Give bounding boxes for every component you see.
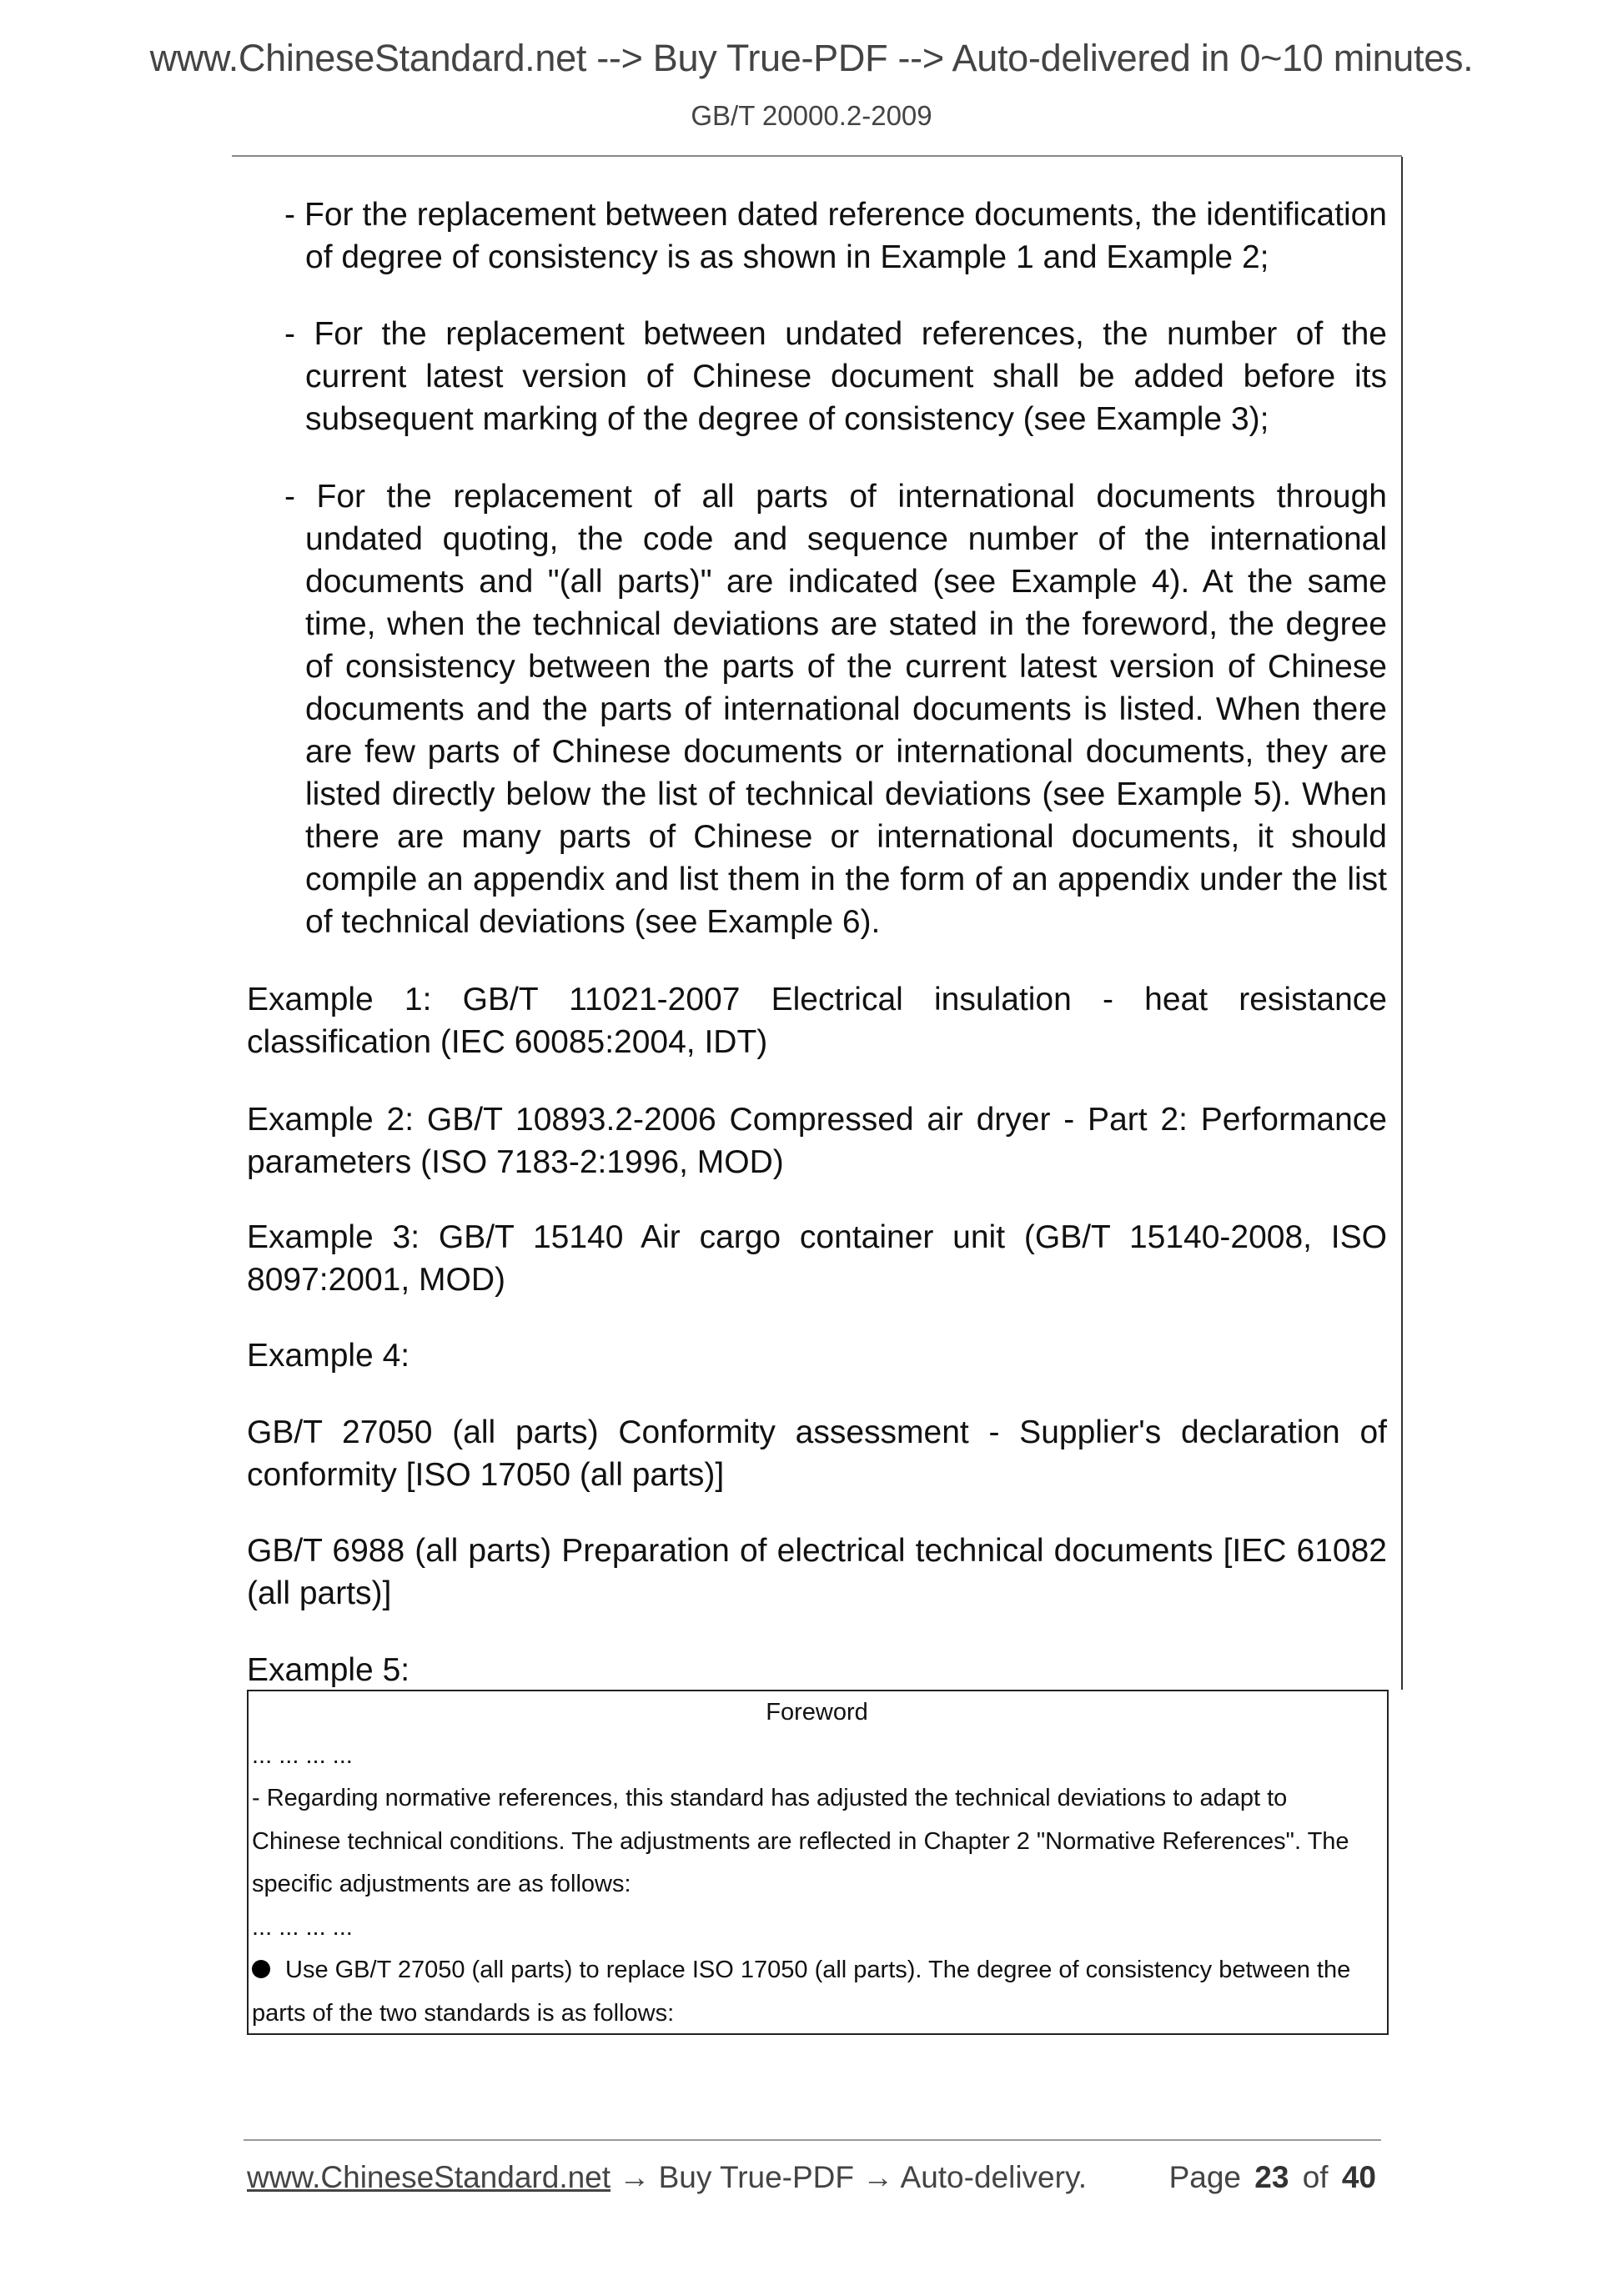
box-bullet-line <box>252 1949 1382 1992</box>
page-number: 23 <box>1254 2160 1289 2194</box>
foreword-example-box <box>247 1690 1389 2035</box>
bullet-dated-references: - For the replacement between dated reference documents, the identification of degree of consistency is as shown in Example 1 and Example 2; <box>284 197 1387 275</box>
page-indicator <box>1168 2160 1376 2195</box>
footer-link[interactable]: www.ChineseStandard.net <box>247 2160 611 2194</box>
example-4-label: Example 4: <box>247 1338 410 1374</box>
page-border-right <box>1401 157 1403 1690</box>
bullet-all-parts: - For the replacement of all parts of international documents through undated quoting, the code and sequence number of the international documents and "(all parts)" are indicated (see Example 4). At the same time, when the technical deviations are stated in the foreword, the degree of consistency between the parts of the current latest version of Chinese documents and the parts of international documents is listed. When there are few parts of Chinese documents or international documents, they are listed directly below the list of technical deviations (see Example 5). When there are many parts of Chinese or international documents, it should compile an appendix and list them in the form of an appendix under the list of technical deviations (see Example 6). <box>284 479 1387 940</box>
example-3: Example 3: GB/T 15140 Air cargo container unit (GB/T 15140-2008, ISO 8097:2001, MOD) <box>247 1219 1387 1298</box>
ellipsis: ... ... ... ... <box>252 1741 353 1769</box>
bullet-dot-icon <box>252 1960 270 1978</box>
footer-text <box>247 2160 1087 2195</box>
ellipsis: ... ... ... ... <box>252 1913 353 1941</box>
box-line: Chinese technical conditions. The adjustments are reflected in Chapter 2 "Normative References". The <box>252 1827 1349 1855</box>
header-divider <box>232 155 1402 157</box>
box-title: Foreword <box>766 1699 868 1726</box>
footer-tail: → Buy True-PDF → Auto-delivery. <box>611 2160 1087 2194</box>
bullet-undated-references: - For the replacement between undated references, the number of the current latest version of Chinese document shall be added before its subsequent marking of the degree of consistency (see Example 3); <box>284 316 1387 437</box>
box-line: - Regarding normative references, this standard has adjusted the technical deviations to adapt to <box>252 1785 1288 1811</box>
document-id: GB/T 20000.2-2009 <box>691 100 932 131</box>
example-4-item: GB/T 27050 (all parts) Conformity assessment - Supplier's declaration of conformity [ISO 17050 (all parts)] <box>247 1414 1387 1493</box>
header-banner: www.ChineseStandard.net --> Buy True-PDF --> Auto-delivered in 0~10 minutes. <box>149 37 1474 79</box>
example-1: Example 1: GB/T 11021-2007 Electrical insulation - heat resistance classification (IEC 60085:2004, IDT) <box>247 982 1387 1060</box>
footer-divider <box>244 2139 1381 2141</box>
example-4-item: GB/T 6988 (all parts) Preparation of electrical technical documents [IEC 61082 (all parts)] <box>247 1533 1387 1611</box>
example-5-label: Example 5: <box>247 1652 410 1688</box>
example-2: Example 2: GB/T 10893.2-2006 Compressed air dryer - Part 2: Performance parameters (ISO 7183-2:1996, MOD) <box>247 1102 1387 1180</box>
page-total: 40 <box>1341 2160 1376 2194</box>
page-label: Page <box>1168 2160 1241 2194</box>
box-line: parts of the two standards is as follows: <box>252 1999 675 2027</box>
box-line: specific adjustments are as follows: <box>252 1871 631 1897</box>
box-line: Use GB/T 27050 (all parts) to replace ISO 17050 (all parts). The degree of consistency between the <box>285 1957 1351 1983</box>
of-label: of <box>1302 2160 1329 2194</box>
